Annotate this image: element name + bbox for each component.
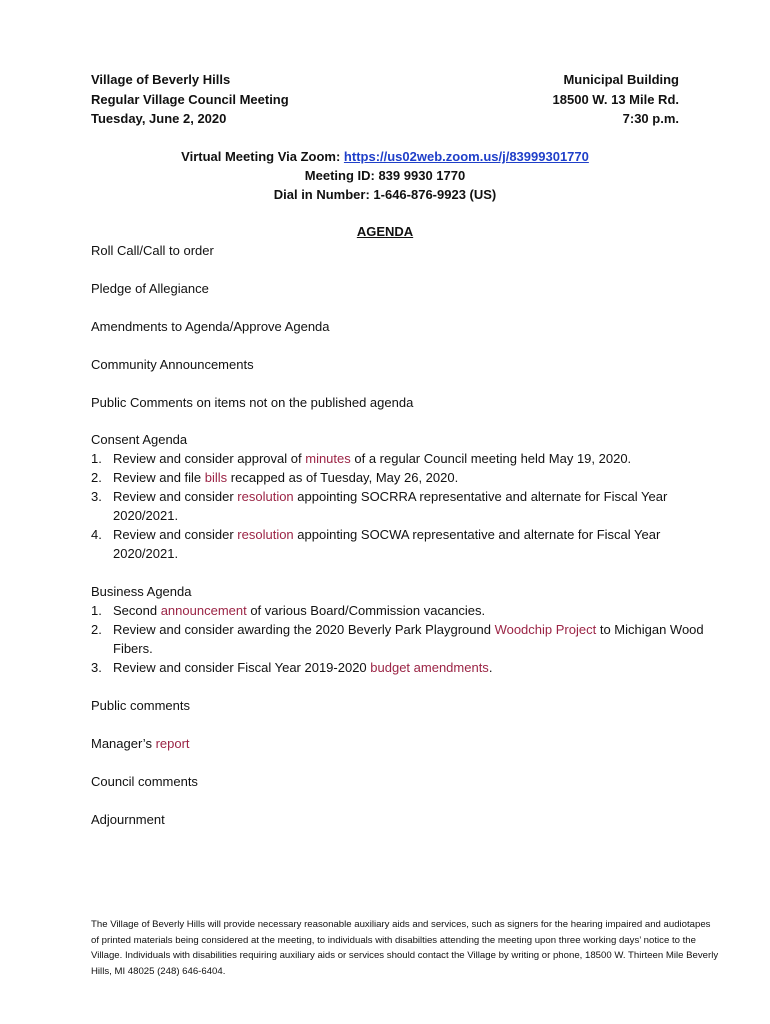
- meeting-time: 7:30 p.m.: [622, 111, 679, 126]
- zoom-line: [0, 147, 770, 166]
- report-link[interactable]: report: [155, 736, 190, 751]
- dial-in-number: Dial in Number: 1-646-876-9923 (US): [273, 187, 497, 202]
- business-item: 1. Second announcement of various Board/Commission vacancies.: [91, 603, 486, 618]
- venue-name: Municipal Building: [563, 72, 679, 87]
- zoom-label: Virtual Meeting Via Zoom:: [181, 149, 344, 164]
- public-comments: Public comments: [91, 698, 190, 713]
- budget-amendments-link[interactable]: budget amendments: [370, 660, 489, 675]
- venue-address: 18500 W. 13 Mile Rd.: [552, 91, 679, 107]
- business-agenda: [91, 582, 711, 677]
- adjournment: Adjournment: [91, 812, 165, 827]
- consent-item: 2. Review and file bills recapped as of Tuesday, May 26, 2020.: [91, 470, 459, 485]
- consent-heading: Consent Agenda: [91, 432, 188, 447]
- announcement-link[interactable]: announcement: [160, 603, 247, 618]
- consent-agenda: [91, 430, 711, 563]
- consent-item: 1. Review and consider approval of minutes of a regular Council meeting held May 19, 2020.: [91, 451, 632, 466]
- public-comments-items: Public Comments on items not on the published agenda: [91, 395, 414, 410]
- meeting-type: Regular Village Council Meeting: [91, 91, 289, 107]
- business-item: 3. Review and consider Fiscal Year 2019-2020 budget amendments.: [91, 660, 493, 675]
- socrra-resolution-link[interactable]: resolution: [237, 489, 294, 504]
- header-right: [553, 70, 679, 129]
- meeting-id: Meeting ID: 839 9930 1770: [304, 168, 466, 183]
- community-announcements: Community Announcements: [91, 357, 254, 372]
- agenda-title: AGENDA: [356, 224, 414, 239]
- header-left: [91, 70, 289, 129]
- amendments: Amendments to Agenda/Approve Agenda: [91, 319, 330, 334]
- business-heading: Business Agenda: [91, 584, 192, 599]
- zoom-link[interactable]: https://us02web.zoom.us/j/83999301770: [343, 149, 589, 164]
- business-item: 2. Review and consider awarding the 2020 Beverly Park Playground Woodchip Project to Michigan Wood Fibers.: [91, 622, 704, 656]
- woodchip-project-link[interactable]: Woodchip Project: [494, 622, 597, 637]
- consent-item: 4. Review and consider resolution appointing SOCWA representative and alternate for Fiscal Year 2020/2021.: [91, 527, 661, 561]
- council-comments: Council comments: [91, 774, 198, 789]
- socwa-resolution-link[interactable]: resolution: [237, 527, 294, 542]
- minutes-link[interactable]: minutes: [305, 451, 351, 466]
- consent-item: 3. Review and consider resolution appointing SOCRRA representative and alternate for Fiscal Year 2020/2021.: [91, 489, 668, 523]
- bills-link[interactable]: bills: [204, 470, 228, 485]
- accessibility-notice: The Village of Beverly Hills will provide necessary reasonable auxiliary aids and services, such as signers for the hearing impaired and audiotapes of printed materials being considered at the meeting, to individuals with disabilties attending the meeting upon three working days’ notice to the Village. Individuals with disabilities requiring auxiliary aids or services should contact the Village by writing or phone, 18500 W. Thirteen Mile Beverly Hills, MI 48025 (248) 646-6404.: [91, 919, 719, 977]
- pledge: Pledge of Allegiance: [91, 281, 209, 296]
- roll-call: Roll Call/Call to order: [91, 243, 214, 258]
- managers-report: Manager’s report: [91, 736, 190, 751]
- village-name: Village of Beverly Hills: [91, 72, 231, 87]
- meeting-date: Tuesday, June 2, 2020: [91, 111, 227, 126]
